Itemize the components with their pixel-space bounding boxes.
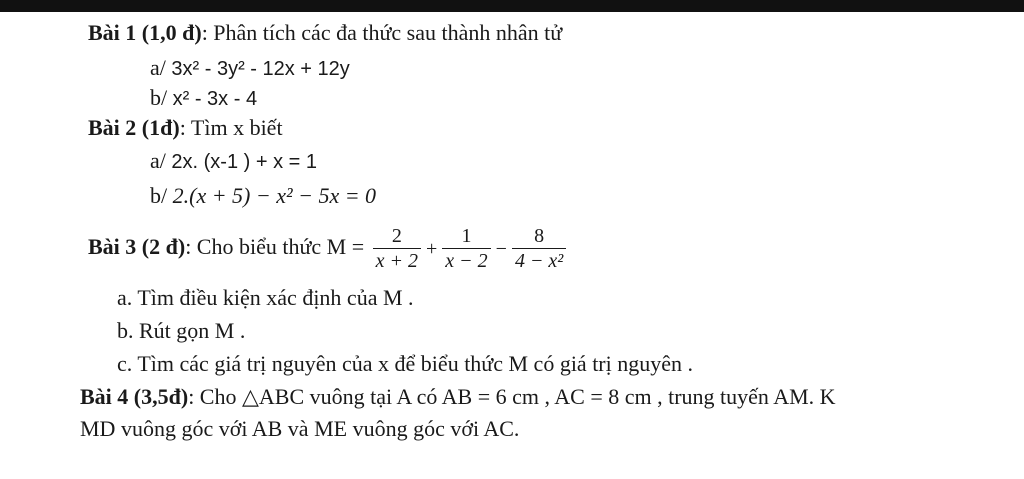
bai2-title: Bài 2 (1đ) bbox=[88, 115, 180, 140]
bai3-heading bbox=[88, 222, 569, 274]
bai4-line2: MD vuông góc với AB và ME vuông góc với AC. bbox=[80, 416, 520, 441]
bai3-item-c: c. Tìm các giá trị nguyên của x để biểu thức M có giá trị nguyên . bbox=[117, 351, 694, 376]
bai2-heading bbox=[88, 115, 283, 141]
bai2-a-expr: 2x. (x-1 ) + x = 1 bbox=[171, 151, 317, 173]
top-bar bbox=[0, 0, 1024, 12]
bai2-item-a bbox=[150, 148, 317, 175]
frac1-numerator: 2 bbox=[391, 225, 402, 248]
frac3-numerator: 8 bbox=[534, 225, 545, 248]
bai2-a-label: a/ bbox=[150, 148, 166, 173]
bai2-text: : Tìm x biết bbox=[179, 115, 283, 140]
bai3-text: : Cho biểu thức M = bbox=[185, 234, 365, 259]
fraction-1-over-x-minus-2 bbox=[442, 224, 490, 273]
bai1-a-expr: 3x² - 3y² - 12x + 12y bbox=[171, 58, 350, 80]
frac2-numerator: 1 bbox=[461, 225, 472, 248]
bai1-a-label: a/ bbox=[150, 55, 166, 80]
frac3-denominator: 4 − x² bbox=[512, 248, 566, 273]
bai1-text: : Phân tích các đa thức sau thành nhân tử bbox=[201, 20, 563, 45]
bai2-item-b bbox=[150, 183, 376, 209]
plus-sign: + bbox=[426, 237, 438, 260]
bai1-heading bbox=[88, 20, 562, 46]
fraction-8-over-4-minus-x2 bbox=[512, 224, 566, 273]
frac1-denominator: x + 2 bbox=[373, 248, 421, 273]
bai4-line1: : Cho △ABC vuông tại A có AB = 6 cm , AC = 8 cm , trung tuyến AM. K bbox=[188, 384, 836, 409]
bai2-b-expr: 2.(x + 5) − x² − 5x = 0 bbox=[172, 183, 377, 208]
minus-sign: − bbox=[495, 237, 507, 260]
bai4-title: Bài 4 (3,5đ) bbox=[80, 384, 189, 409]
bai1-item-b bbox=[150, 85, 257, 112]
fraction-2-over-x-plus-2 bbox=[373, 224, 421, 273]
bai1-b-label: b/ bbox=[150, 85, 168, 110]
bai1-b-expr: x² - 3x - 4 bbox=[172, 88, 258, 110]
bai3-title: Bài 3 (2 đ) bbox=[88, 234, 186, 259]
bai3-item-b: b. Rút gọn M . bbox=[117, 318, 246, 343]
bai2-b-label: b/ bbox=[150, 183, 168, 208]
frac2-denominator: x − 2 bbox=[442, 248, 490, 273]
bai1-title: Bài 1 (1,0 đ) bbox=[88, 20, 202, 45]
bai3-item-a: a. Tìm điều kiện xác định của M . bbox=[117, 285, 414, 310]
bai4-heading bbox=[80, 384, 836, 410]
bai1-item-a bbox=[150, 55, 350, 82]
